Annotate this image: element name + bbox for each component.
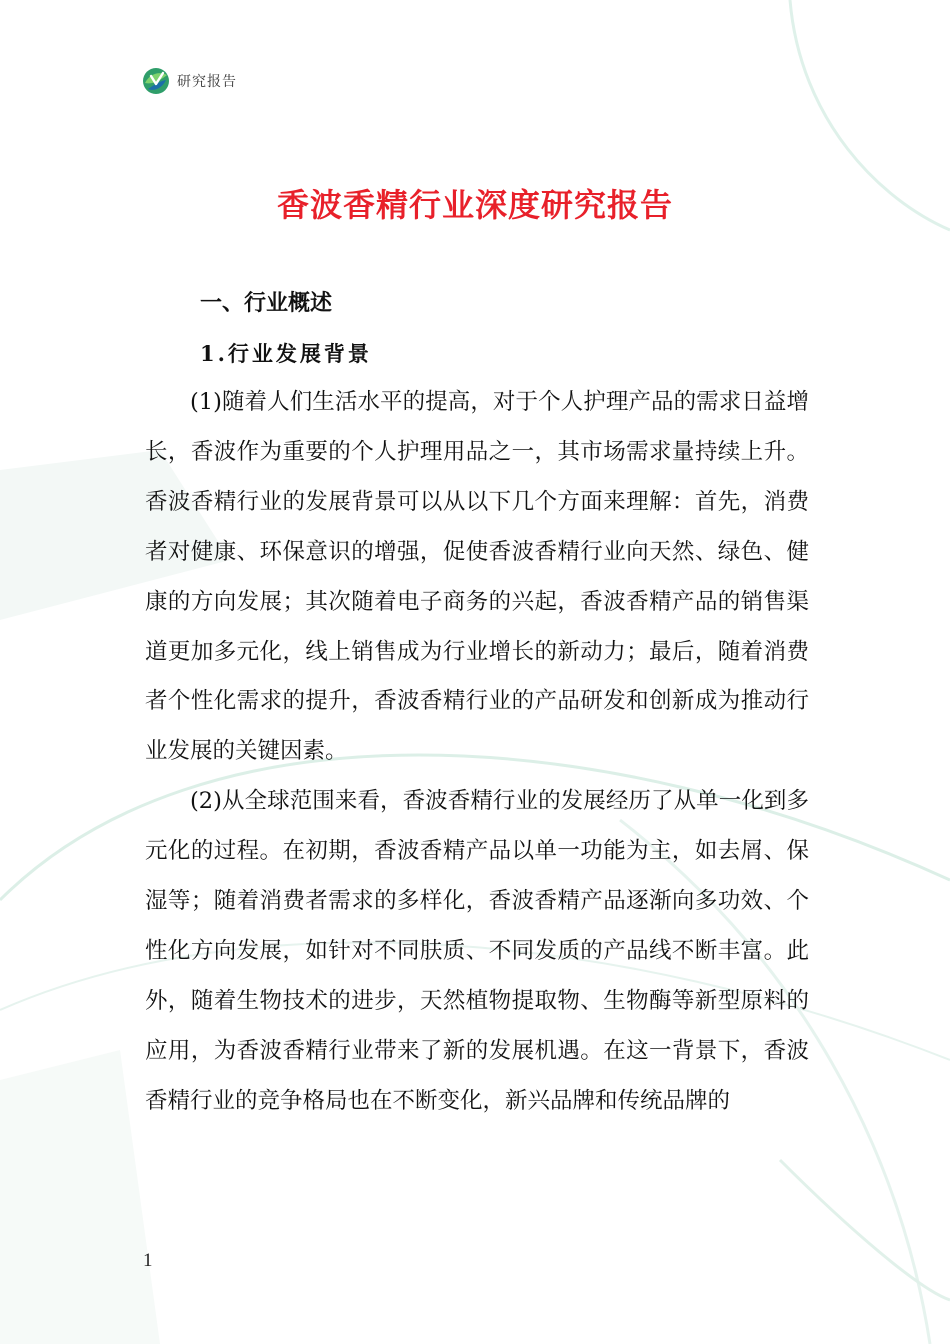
paragraph: (1)随着人们生活水平的提高，对于个人护理产品的需求日益增长，香波作为重要的个人护理用品之一，其市场需求量持续上升。香波香精行业的发展背景可以从以下几个方面来理解：首先，消费者对健康、环保意识的增强，促使香波香精行业向天然、绿色、健康的方向发展；其次随着电子商务的兴起，香波香精产品的销售渠道更加多元化，线上销售成为行业增长的新动力；最后，随着消费者个性化需求的提升，香波香精行业的产品研发和创新成为推动行业发展的关键因素。: [145, 389, 809, 765]
sub-heading: 1.行业发展背景: [200, 341, 372, 366]
green-leaf-globe-icon: [142, 67, 170, 95]
report-header: [142, 66, 237, 96]
section-heading: 一、行业概述: [200, 291, 333, 316]
body-text: [145, 378, 809, 1127]
document-title: 香波香精行业深度研究报告: [276, 186, 673, 224]
page-number: 1: [143, 1250, 153, 1271]
paragraph: (2)从全球范围来看，香波香精行业的发展经历了从单一化到多元化的过程。在初期，香波香精产品以单一功能为主，如去屑、保湿等；随着消费者需求的多样化，香波香精产品逐渐向多功效、个性化方向发展，如针对不同肤质、不同发质的产品线不断丰富。此外，随着生物技术的进步，天然植物提取物、生物酶等新型原料的应用，为香波香精行业带来了新的发展机遇。在这一背景下，香波香精行业的竞争格局也在不断变化，新兴品牌和传统品牌的: [145, 788, 809, 1114]
header-label: 研究报告: [177, 74, 237, 90]
